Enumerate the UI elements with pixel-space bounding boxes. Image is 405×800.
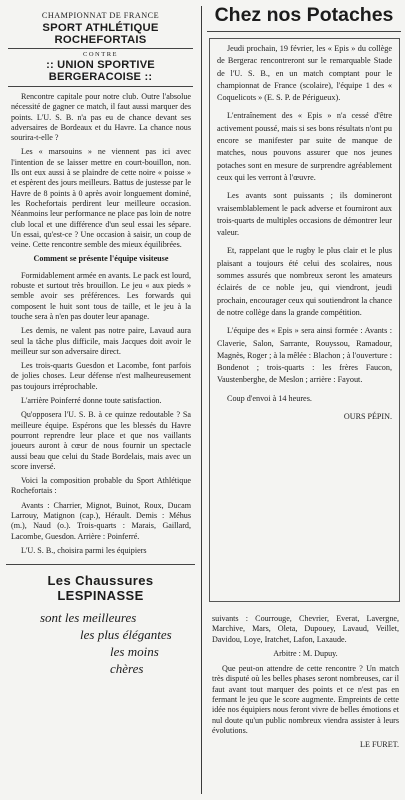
- article-paragraph: Voici la composition probable du Sport Athlétique Rochefortais :: [11, 476, 191, 496]
- article-paragraph: L'arrière Poinferré donne toute satisfaction.: [21, 396, 162, 406]
- ad-slogan-line: les moins chères: [110, 644, 159, 677]
- ad-title: Les Chaussures LESPINASSE: [47, 573, 154, 604]
- continued-article: [203, 614, 405, 751]
- boxed-article: [209, 38, 400, 602]
- section-title: Chez nos Potaches: [207, 4, 401, 32]
- kickoff-time: Coup d'envoi à 14 heures.: [227, 393, 312, 403]
- shoe-advertisement: [6, 564, 195, 677]
- ad-slogan-line: les plus élégantes: [80, 627, 172, 643]
- article-paragraph: Les demis, ne valent pas notre paire, Lavaud aura seul la tâche plus difficile, mais Jacques doit avoir le meilleur sur son adversaire direct.: [11, 326, 191, 356]
- home-team-title: SPORT ATHLÉTIQUE ROCHEFORTAIS: [8, 22, 193, 49]
- team-lineup: Avants : Charrier, Mignot, Buinot, Roux, Ducam Larrouy, Matignon (cap.), Hérault. Demis : Méhus (m.), Naud (o.). Trois-quarts : Marais, Gaillard, Lacombe, Guesdon. Arrière : Poinferré.: [11, 500, 191, 541]
- article-paragraph: Formidablement armée en avants. Le pack est lourd, robuste et surtout très brouillon. Le jeu « aux pieds » semble avoir ses préférences. Les forwards qui composent le huit sont tous de taille, et le jeu à la touche sera à n'en pas douter leur apanage.: [11, 270, 191, 321]
- article-paragraph: Et, rappelant que le rugby le plus clair et le plus plaisant a toujours été celui des scolaires, nous sommes assurés que nombreux seront les amateurs éclairés de ce noble jeu, qui viendront, jeudi prochain, encourager ceux qui soutiendront la chance de notre collège dans la grande compétition.: [217, 246, 392, 317]
- away-team-title: :: UNION SPORTIVE BERGERACOISE ::: [8, 59, 193, 87]
- right-column: [203, 0, 405, 751]
- article-paragraph: Les « marsouins » ne viennent pas ici avec l'intention de se laisser mettre en court-bouillon, non. Ils ont eux aussi à se plaindre de cette noire « poisse » et espèrent des jours meilleurs. Battus de justesse par le Havre de 8 points à 0 après avoir longuement dominé, les Rochefortais perdirent leur meilleure occasion. Néanmoins leur performance ne place pas loin de notre club local et une différence d'un seul essai les sépare. Un essai, qu'est-ce ? Une occasion à saisir, un coup de veine. Cette rencontre semble des mieux équilibrées.: [11, 147, 191, 250]
- match-article: [0, 92, 201, 556]
- ad-slogan-line: sont les meilleures: [40, 610, 137, 626]
- article-paragraph: Les trois-quarts Guesdon et Lacombe, font parfois de jolies choses. Leur défense n'est malheureusement pas toujours irréprochable.: [11, 361, 191, 391]
- referee-line: Arbitre : M. Dupuy.: [273, 648, 338, 658]
- article-subheading: Comment se présente l'équipe visiteuse: [33, 254, 169, 264]
- column-divider: [201, 6, 202, 794]
- team-lineup: L'équipe des « Epis » sera ainsi formée : Avants : Claverie, Salon, Sarrante, Rouyssou, Ramadour, Magnès, Roger ; à la mêlée : Blachon ; à l'ouverture : Bondenot ; trois-quarts : les frères Faucon, Vaustenberghe, de Meslon ; arrière : Fayout.: [217, 326, 392, 385]
- author-signature: LE FURET.: [360, 740, 399, 750]
- championship-label: CHAMPIONNAT DE FRANCE: [41, 11, 160, 20]
- versus-label: CONTRE: [83, 51, 118, 58]
- article-paragraph: Que peut-on attendre de cette rencontre ? Un match très disputé où les belles phases seront nombreuses, car il faut avant tout marquer des points et ce n'est pas en fermant le jeu que le score augmente. Empreints de cette idée nos équipiers nous feront vivre de belles émotions et nul doute qu'un public nombreux viendra assister à leurs évolutions.: [212, 664, 399, 735]
- author-signature: OURS PÉPIN.: [343, 412, 392, 422]
- article-paragraph: Rencontre capitale pour notre club. Outre l'absolue nécessité de gagner ce match, il faut aussi marquer des points. L'U. S. B. n'a pas eu de chance devant ses adversaires de Bordeaux et du Havre. La chance nous sourira-t-elle ?: [11, 92, 191, 143]
- squad-list: suivants : Courrouge, Chevrier, Everat, Lavergne, Marchive, Mars, Oleta, Dupouey, Lavaud, Veillet, Davidou, Loye, Iratchet, Lafon, Laxaude.: [212, 614, 399, 644]
- article-paragraph: Qu'opposera l'U. S. B. à ce quinze redoutable ? Sa meilleure équipe. Espérons que les blessés du Havre pourront reprendre leur place et que nos vaillants joueurs auront à cœur de nous fournir un spectacle aussi beau que celui du Stade Bordelais, mais avec un score inversé.: [11, 410, 191, 471]
- left-column: [0, 0, 201, 677]
- article-paragraph: L'U. S. B., choisira parmi les équipiers: [21, 545, 147, 555]
- article-paragraph: Les avants sont puissants ; ils domineront vraisemblablement le pack adverse et fourniront aux trois-quarts de multiples occasions de démontrer leur valeur.: [217, 191, 392, 238]
- article-paragraph: Jeudi prochain, 19 février, les « Epis » du collège de Bergerac rencontreront sur le remarquable Stade de l'U. S. B., en un match comptant pour le championnat de France (scolaire), l'équipe 1 des « Coquelicots » (E. S. P. de Périgueux).: [217, 44, 392, 103]
- article-paragraph: L'entraînement des « Epis » n'a cessé d'être activement poussé, mais si ses bons résultats n'ont pu encore se manifester par suite de manque de matches, nous pouvons assurer que nos jeunes potaches sont en mesure de surprendre agréablement ceux qui les verront à l'œuvre.: [217, 111, 392, 182]
